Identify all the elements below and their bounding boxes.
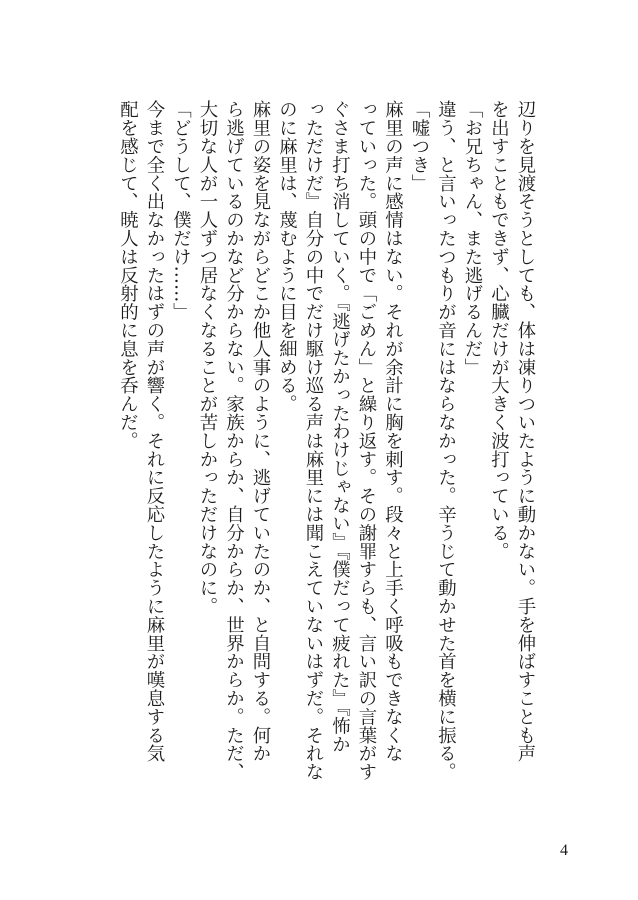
body-text [114, 100, 538, 860]
text-line: っただけだ』自分の中でだけ駆け巡る声は麻里には聞こえていないはずだ。それな [303, 100, 324, 781]
page-number: 4 [560, 842, 568, 859]
text-line: 大切な人が一人ずつ居なくなることが苦しかっただけなのに。 [197, 100, 218, 616]
text-line: 「どうして、僕だけ……」 [170, 100, 192, 321]
text-line: 今まで全く出なかったはずの声が響く。それに反応したように麻里が嘆息する気 [144, 100, 165, 763]
text-line: っていった。頭の中で「ごめん」と繰り返す。その謝罪すらも、言い訳の言葉がす [356, 100, 377, 781]
text-line: 辺りを見渡そうとしても、体は凍りついたように動かない。手を伸ばすことも声 [515, 100, 536, 763]
text-line: 配を感じて、暁人は反射的に息を呑んだ。 [117, 100, 139, 450]
text-line: ぐさま打ち消していく。『逃げたかったわけじゃない』『僕だって疲れた』『怖か [329, 100, 351, 754]
text-line: を出すこともできず、心臓だけが大きく波打っている。 [488, 100, 510, 560]
text-line: ら逃げているのかなど分からない。家族からか、自分からか、世界からか。ただ、 [223, 100, 245, 781]
text-line: のに麻里は、蔑むように目を細める。 [276, 100, 298, 413]
text-line: 麻里の姿を見ながらどこか他人事のように、逃げていたのか、と自問する。何か [250, 100, 271, 763]
text-line: 違う、と言いったつもりが音にはならなかった。辛うじて動かせた首を横に振る。 [435, 100, 457, 781]
text-line: 「お兄ちゃん、また逃げるんだ」 [462, 100, 483, 376]
text-line: 麻里の声に感情はない。それが余計に胸を刺す。段々と上手く呼吸もできなくな [382, 100, 404, 763]
text-line: 「嘘つき」 [409, 100, 430, 192]
